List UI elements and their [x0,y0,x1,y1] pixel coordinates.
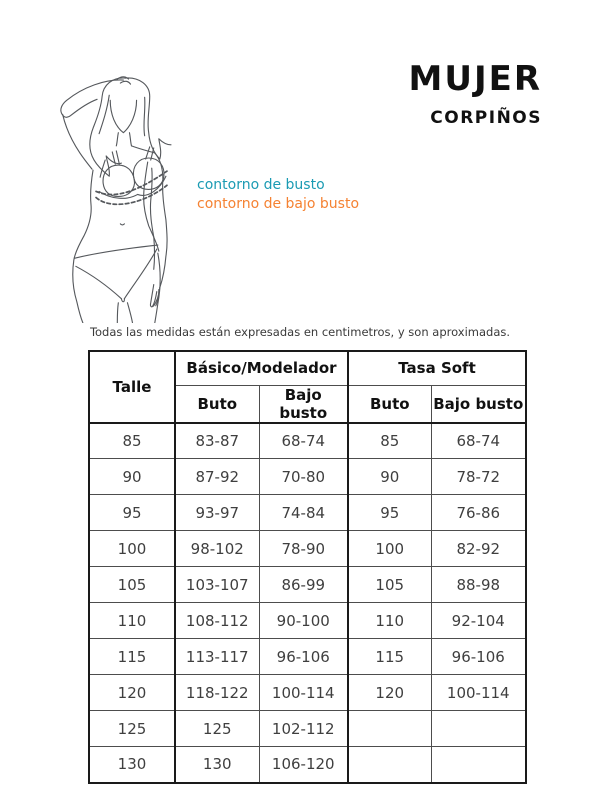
size-table-body [89,423,526,783]
cell-talle: 120 [89,675,175,711]
size-table-row [89,531,526,567]
navel-line [120,224,124,225]
cell-talle: 90 [89,459,175,495]
size-table-row [89,567,526,603]
cell-soft-busto: 110 [348,603,431,639]
bra-right-cup [133,158,164,189]
cell-basico-bajo-busto: 86-99 [259,567,348,603]
cell-basico-busto: 93-97 [175,495,259,531]
panty-waistband-line [75,245,158,258]
header-basico-bajo-busto: Bajo busto [259,385,348,423]
cell-soft-busto [348,711,431,747]
cell-soft-busto: 85 [348,423,431,459]
cell-basico-bajo-busto: 100-114 [259,675,348,711]
size-table-row [89,747,526,783]
cell-soft-bajo-busto: 88-98 [431,567,526,603]
cell-basico-busto: 87-92 [175,459,259,495]
cell-soft-bajo-busto: 78-72 [431,459,526,495]
measurement-figure-illustration [58,75,206,323]
cell-talle: 110 [89,603,175,639]
cell-talle: 85 [89,423,175,459]
cell-basico-busto: 103-107 [175,567,259,603]
cell-soft-busto [348,747,431,783]
panty-right-edge [124,249,156,299]
header-group-basico: Básico/Modelador [175,351,348,385]
header-basico-busto: Buto [175,385,259,423]
cell-basico-bajo-busto: 68-74 [259,423,348,459]
size-table-header [89,351,526,423]
size-table-row [89,603,526,639]
face-line [110,100,136,132]
cell-basico-bajo-busto: 96-106 [259,639,348,675]
hair-strand-line [99,95,109,133]
header-group-tasa-soft: Tasa Soft [348,351,526,385]
cell-soft-bajo-busto: 82-92 [431,531,526,567]
header-soft-bajo-busto: Bajo busto [431,385,526,423]
cell-soft-bajo-busto [431,747,526,783]
hair-right-line [125,78,171,159]
measurements-note: Todas las medidas están expresadas en centimetros, y son aproximadas. [89,325,511,339]
upper-arm-line [63,114,92,169]
size-table-row [89,459,526,495]
size-table-row [89,423,526,459]
panty-crotch-line [121,299,124,302]
cell-soft-busto: 95 [348,495,431,531]
underbust-label: contorno de bajo busto [197,196,360,212]
size-table-row [89,711,526,747]
leg-outer-right [155,253,160,323]
cell-talle: 100 [89,531,175,567]
cell-basico-bajo-busto: 70-80 [259,459,348,495]
cell-soft-bajo-busto: 96-106 [431,639,526,675]
cell-basico-busto: 113-117 [175,639,259,675]
cell-basico-bajo-busto: 106-120 [259,747,348,783]
neck-line [129,133,131,146]
cell-soft-bajo-busto: 100-114 [431,675,526,711]
brand-header [409,60,543,128]
cell-soft-busto: 100 [348,531,431,567]
cell-talle: 115 [89,639,175,675]
size-table-row [89,495,526,531]
hair-left-line [90,78,126,176]
size-table [88,350,527,784]
hair-strand-line [144,97,145,135]
cell-basico-bajo-busto: 74-84 [259,495,348,531]
cell-soft-busto: 105 [348,567,431,603]
leg-inner-right [127,303,132,323]
cell-basico-busto: 118-122 [175,675,259,711]
cell-soft-bajo-busto: 68-74 [431,423,526,459]
cell-basico-busto: 98-102 [175,531,259,567]
neck-line [116,133,118,146]
page-subtitle: CORPIÑOS [430,108,542,128]
cell-soft-busto: 115 [348,639,431,675]
torso-right-line [144,162,159,251]
cell-basico-busto: 108-112 [175,603,259,639]
cell-talle: 95 [89,495,175,531]
page-title: MUJER [408,59,542,99]
cell-soft-busto: 90 [348,459,431,495]
cell-soft-bajo-busto: 92-104 [431,603,526,639]
shoulder-line [131,146,154,153]
bust-label: contorno de busto [197,177,325,193]
cell-talle: 125 [89,711,175,747]
cell-basico-bajo-busto: 78-90 [259,531,348,567]
panty-left-edge [76,266,122,298]
leg-inner-left [117,303,118,323]
cell-basico-busto: 83-87 [175,423,259,459]
header-talle: Talle [89,351,175,423]
cell-soft-busto: 120 [348,675,431,711]
cell-soft-bajo-busto [431,711,526,747]
raised-arm-line [61,80,124,117]
cell-talle: 130 [89,747,175,783]
torso-left-line [73,170,93,323]
header-soft-busto: Buto [348,385,431,423]
cell-talle: 105 [89,567,175,603]
cell-basico-busto: 130 [175,747,259,783]
size-table-row [89,639,526,675]
size-table-row [89,675,526,711]
cell-basico-bajo-busto: 90-100 [259,603,348,639]
cell-basico-busto: 125 [175,711,259,747]
cell-basico-bajo-busto: 102-112 [259,711,348,747]
cell-soft-bajo-busto: 76-86 [431,495,526,531]
